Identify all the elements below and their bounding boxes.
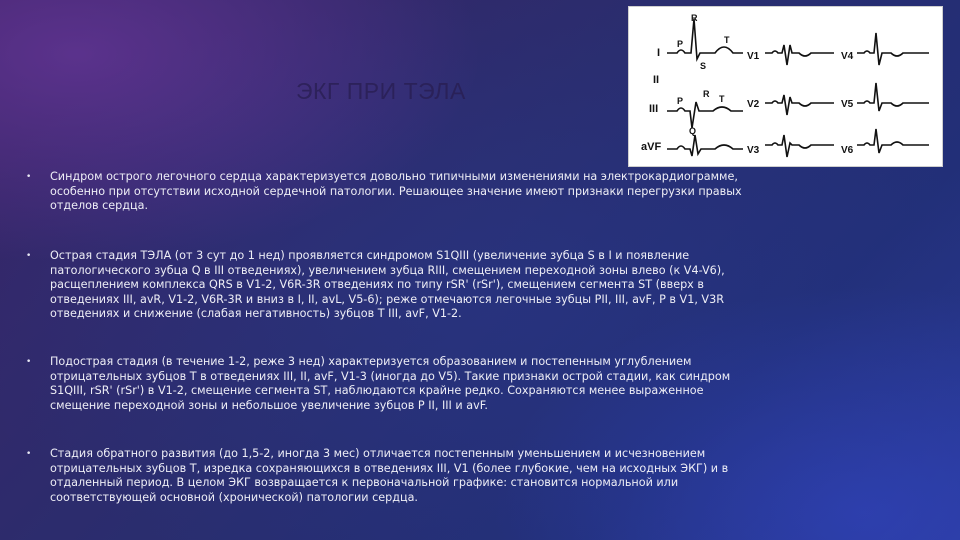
bullet-marker: • (26, 449, 32, 459)
wave-label-p-iii: P (677, 96, 684, 106)
lead-label-v6: V6 (841, 145, 854, 156)
lead-label-v1: V1 (747, 51, 760, 62)
bullet-text: Острая стадия ТЭЛА (от 3 сут до 1 нед) проявляется синдромом S1QIII (увеличение зубца S в I и появление патологического зубца Q в III отведениях), увеличением зубца RIII, смещением переходной зоны влево (к V4-V6), расщеплением комплекса QRS в V1-2, V6R-3R отведениях по типу rSR' (rSr'), смещением сегмента ST (вверх в отведениях III, avR, V1-2, V6R-3R и вниз в I, II, avL, V5-6); реже отмечаются легочные зубцы PII, III, avF, P в V1, V3R отведениях и снижение (слабая негативность) зубцов T III, avF, V1-2. (50, 249, 725, 320)
ecg-trace-avf (667, 135, 743, 156)
wave-label-t-iii: T (719, 94, 725, 104)
bullet-marker: • (26, 172, 32, 182)
bullet-text: Стадия обратного развития (до 1,5-2, иногда 3 мес) отличается постепенным уменьшением и исчезновением отрицательных зубцов T, изредка сохраняющихся в отведениях III, V1 (более глубокие, чем на исходных ЭКГ) и в отдаленный период. В целом ЭКГ возвращается к первоначальной графике: становится нормальной или соответствующей основной (хронической) патологии сердца. (50, 447, 729, 504)
ecg-diagram-svg (629, 7, 942, 166)
ecg-trace-v5 (857, 83, 929, 111)
wave-label-p-i: P (677, 39, 684, 49)
wave-label-r-i: R (691, 13, 698, 23)
bullet-text: Синдром острого легочного сердца характеризуется довольно типичными изменениями на электрокардиограмме, особенно при отсутствии исходной сердечной патологии. Решающее значение имеют признаки перегрузки правых отделов сердца. (50, 170, 742, 212)
bullet-marker: • (26, 357, 32, 367)
lead-label-avf: aVF (641, 141, 662, 153)
bullet-text: Подострая стадия (в течение 1-2, реже 3 нед) характеризуется образованием и постепенным углублением отрицательных зубцов T в отведениях III, II, avF, V1-3 (иногда до V5). Такие признаки острой стадии, как синдром S1QIII, rSR' (rSr') в V1-2, смещение сегмента ST, наблюдаются крайне редко. Сохраняются менее выраженное смещение переходной зоны и небольшое увеличение зубцов P II, III и avF. (50, 355, 731, 412)
lead-label-v2: V2 (747, 99, 760, 110)
wave-label-q-iii: Q (689, 126, 697, 136)
wave-label-r-iii: R (703, 89, 710, 99)
ecg-trace-v6 (857, 129, 929, 153)
slide-title: ЭКГ ПРИ ТЭЛА (296, 78, 466, 104)
lead-label-v4: V4 (841, 51, 854, 62)
lead-label-i: I (657, 47, 661, 59)
ecg-trace-v3 (765, 135, 834, 157)
ecg-trace-v1 (765, 45, 834, 65)
wave-label-s-i: S (700, 61, 707, 71)
lead-label-v3: V3 (747, 145, 760, 156)
lead-label-ii: II (653, 74, 660, 86)
ecg-diagram (628, 6, 943, 167)
bullet-marker: • (26, 251, 32, 261)
lead-label-iii: III (649, 103, 659, 115)
lead-label-v5: V5 (841, 99, 854, 110)
wave-label-t-i: T (724, 35, 730, 45)
ecg-trace-v4 (857, 33, 929, 65)
ecg-trace-v2 (765, 95, 834, 115)
